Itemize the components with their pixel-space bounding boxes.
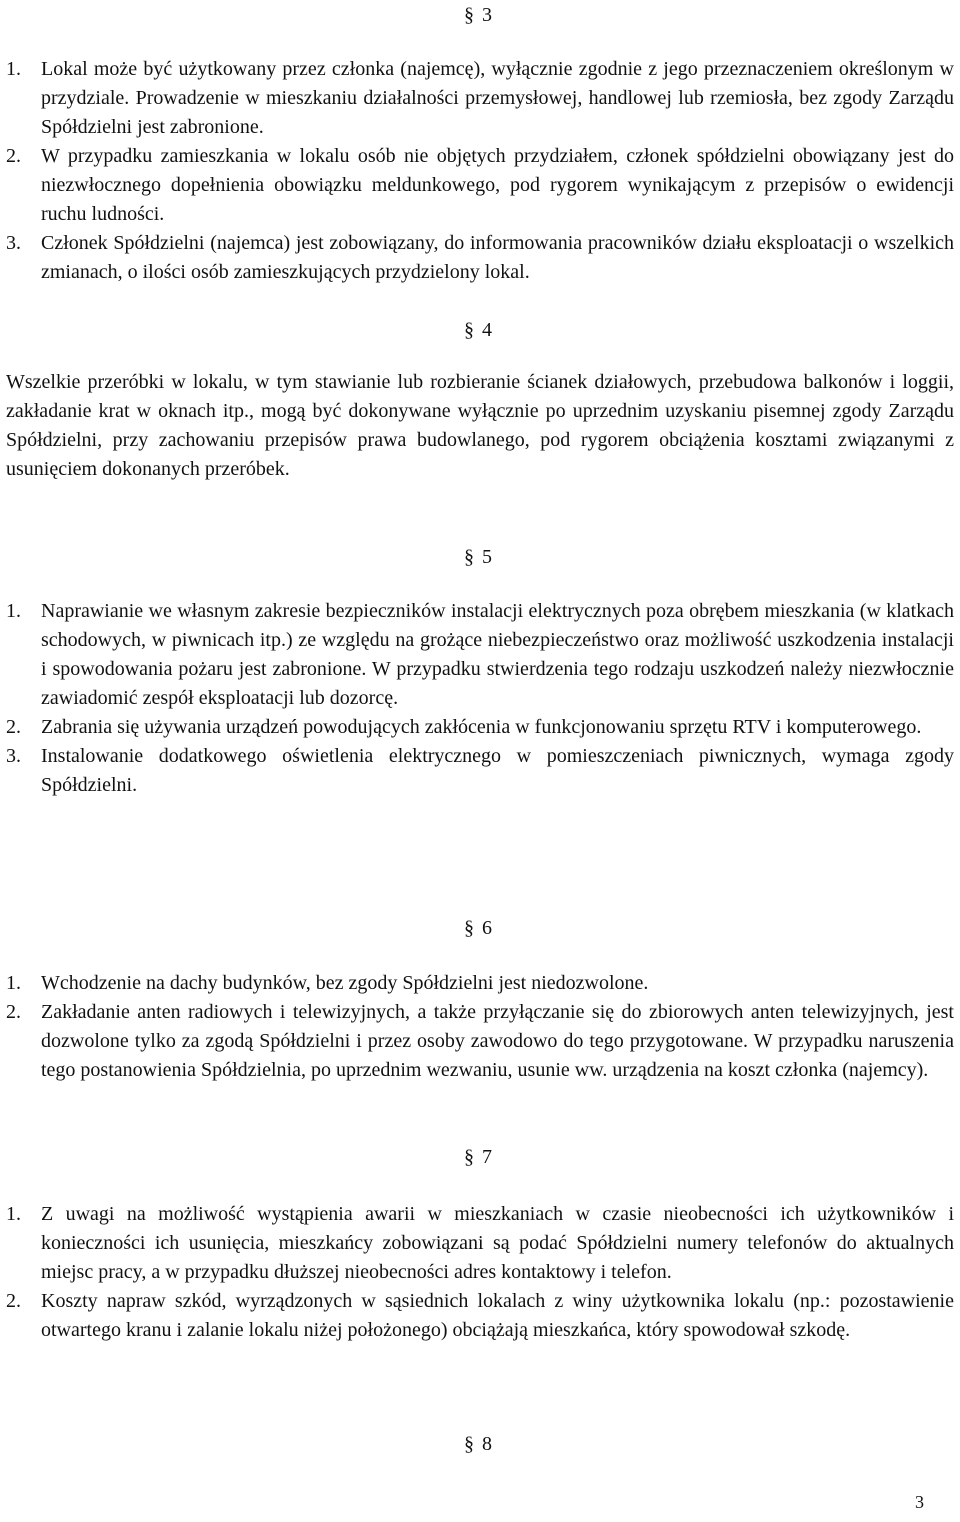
item-text: Zabrania się używania urządzeń powodujących zakłócenia w funkcjonowaniu sprzętu RTV i komputerowego. [41, 716, 922, 738]
list-item [6, 55, 954, 142]
section-heading-3 [464, 3, 492, 27]
section-mark: § [464, 1433, 474, 1455]
section-mark: § [464, 319, 474, 341]
item-text: Członek Spółdzielni (najemca) jest zobowiązany, do informowania pracowników działu eksploatacji o wszelkich zmianach, o ilości osób zamieszkujących przydzielony lokal. [41, 232, 954, 283]
section-5-list [6, 597, 954, 800]
section-number: 4 [482, 319, 492, 341]
section-mark: § [464, 546, 474, 568]
section-number: 6 [482, 917, 492, 939]
page-number: 3 [915, 1492, 924, 1512]
item-number: 1. [6, 972, 21, 994]
list-item [6, 142, 954, 229]
section-4-paragraph: Wszelkie przeróbki w lokalu, w tym stawianie lub rozbieranie ścianek działowych, przebudowa balkonów i loggii, zakładanie krat w oknach itp., mogą być dokonywane wyłącznie po uprzednim uzyskaniu pisemnej zgody Zarządu Spółdzielni, przy zachowaniu przepisów prawa budowlanego, pod rygorem obciążenia kosztami związanymi z usunięciem dokonanych przeróbek. [6, 371, 954, 480]
item-number: 1. [6, 1203, 21, 1225]
list-item [6, 742, 954, 800]
item-text: Lokal może być użytkowany przez członka (najemcę), wyłącznie zgodnie z jego przeznaczeniem określonym w przydziale. Prowadzenie w mieszkaniu działalności przemysłowej, handlowej lub rzemiosła, bez zgody Zarządu Spółdzielni jest zabronione. [41, 58, 954, 138]
section-number: 7 [482, 1146, 492, 1168]
section-mark: § [464, 4, 474, 26]
section-heading-4 [464, 318, 492, 342]
list-item [6, 597, 954, 713]
section-mark: § [464, 917, 474, 939]
item-number: 2. [6, 145, 21, 167]
list-item [6, 229, 954, 287]
item-number: 1. [6, 58, 21, 80]
section-heading-8 [464, 1432, 492, 1456]
item-text: Wchodzenie na dachy budynków, bez zgody Spółdzielni jest niedozwolone. [41, 972, 649, 994]
item-text: Instalowanie dodatkowego oświetlenia elektrycznego w pomieszczeniach piwnicznych, wymaga zgody Spółdzielni. [41, 745, 954, 796]
list-item [6, 1200, 954, 1287]
item-number: 2. [6, 1001, 21, 1023]
item-number: 2. [6, 1290, 21, 1312]
section-number: 8 [482, 1433, 492, 1455]
section-3-list [6, 55, 954, 287]
list-item [6, 1287, 954, 1345]
item-number: 3. [6, 745, 21, 767]
item-text: Naprawianie we własnym zakresie bezpieczników instalacji elektrycznych poza obrębem mieszkania (w klatkach schodowych, w piwnicach itp.) ze względu na grożące niebezpieczeństwo oraz możliwość uszkodzenia instalacji i spowodowania pożaru jest zabronione. W przypadku stwierdzenia tego rodzaju uszkodzeń należy niezwłocznie zawiadomić zespół eksploatacji lub dozorcę. [41, 600, 954, 709]
section-number: 3 [482, 4, 492, 26]
item-number: 2. [6, 716, 21, 738]
list-item [6, 969, 954, 998]
item-text: Z uwagi na możliwość wystąpienia awarii w mieszkaniach w czasie nieobecności ich użytkowników i konieczności ich usunięcia, mieszkańcy zobowiązani są podać Spółdzielni numery telefonów do aktualnych miejsc pracy, a w przypadku dłuższej nieobecności adres kontaktowy i telefon. [41, 1203, 954, 1283]
section-heading-7 [464, 1145, 492, 1169]
section-mark: § [464, 1146, 474, 1168]
item-number: 1. [6, 600, 21, 622]
item-text: Koszty napraw szkód, wyrządzonych w sąsiednich lokalach z winy użytkownika lokalu (np.: pozostawienie otwartego kranu i zalanie lokalu niżej położonego) obciążają mieszkańca, który spowodował szkodę. [41, 1290, 954, 1341]
list-item [6, 713, 954, 742]
section-6-list [6, 969, 954, 1085]
section-number: 5 [482, 546, 492, 568]
item-text: Zakładanie anten radiowych i telewizyjnych, a także przyłączanie się do zbiorowych anten telewizyjnych, jest dozwolone tylko za zgodą Spółdzielni i przez osoby zawodowo do tego przygotowane. W przypadku naruszenia tego postanowienia Spółdzielnia, po uprzednim wezwaniu, usunie ww. urządzenia na koszt członka (najemcy). [41, 1001, 954, 1081]
item-text: W przypadku zamieszkania w lokalu osób nie objętych przydziałem, członek spółdzielni obowiązany jest do niezwłocznego dopełnienia obowiązku meldunkowego, pod rygorem wynikającym z przepisów o ewidencji ruchu ludności. [41, 145, 954, 225]
section-heading-6 [464, 916, 492, 940]
section-heading-5 [464, 545, 492, 569]
item-number: 3. [6, 232, 21, 254]
list-item [6, 998, 954, 1085]
section-7-list [6, 1200, 954, 1345]
